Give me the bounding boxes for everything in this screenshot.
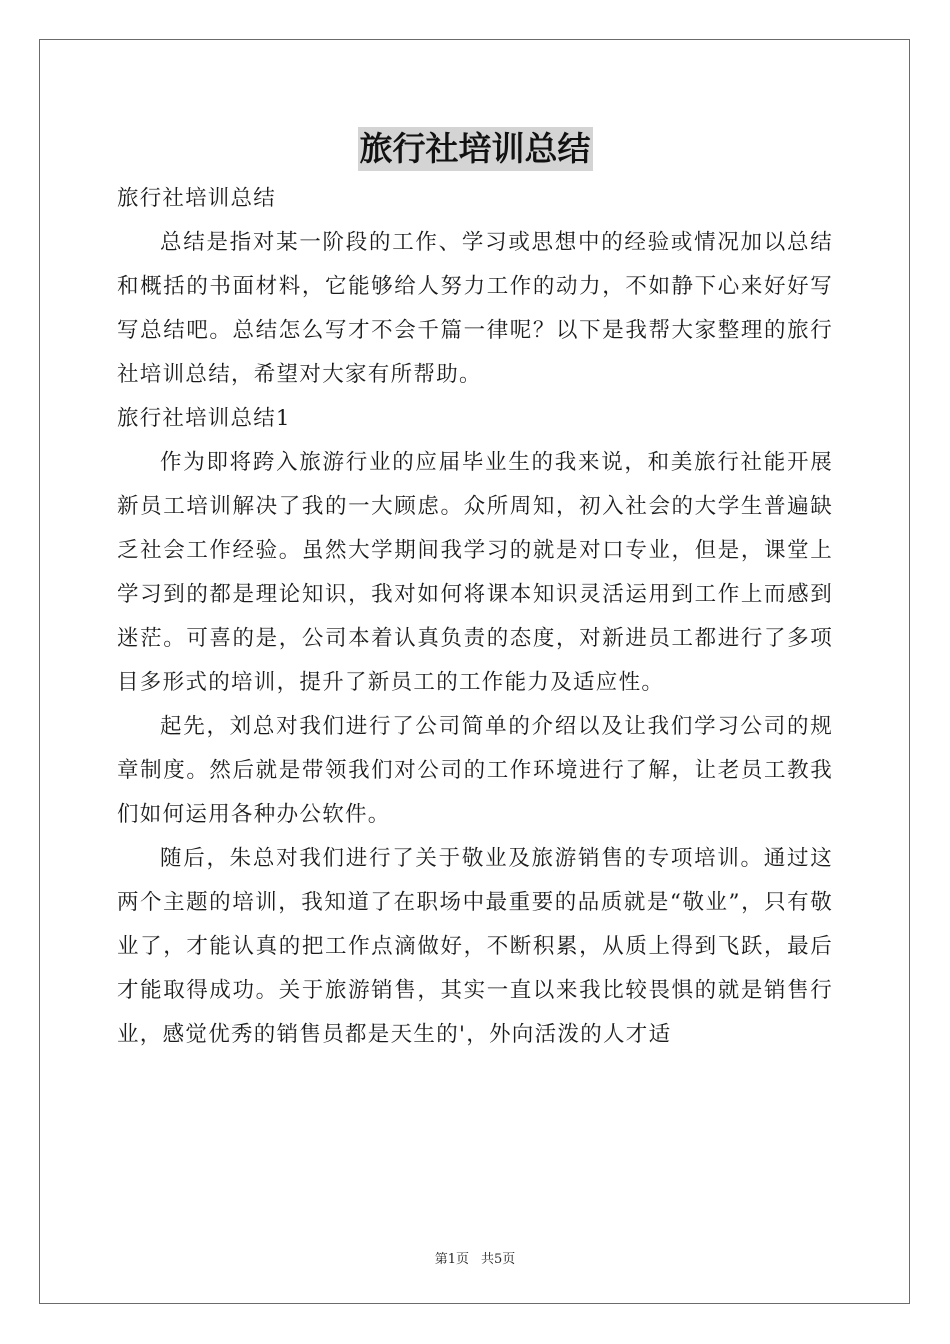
body-paragraph: 随后，朱总对我们进行了关于敬业及旅游销售的专项培训。通过这两个主题的培训，我知道了在职场中最重要的品质就是“敬业”，只有敬业了，才能认真的把工作点滴做好，不断积累，从质上得到飞跃，最后才能取得成功。关于旅游销售，其实一直以来我比较畏惧的就是销售行业，感觉优秀的销售员都是天生的'，外向活泼的人才适 [117, 846, 833, 1047]
document-body [117, 177, 833, 1057]
section-heading: 旅行社培训总结1 [117, 406, 291, 431]
body-paragraph: 起先，刘总对我们进行了公司简单的介绍以及让我们学习公司的规章制度。然后就是带领我们对公司的工作环境进行了解，让老员工教我们如何运用各种办公软件。 [117, 714, 833, 827]
intro-paragraph: 总结是指对某一阶段的工作、学习或思想中的经验或情况加以总结和概括的书面材料，它能够给人努力工作的动力，不如静下心来好好写写总结吧。总结怎么写才不会千篇一律呢？以下是我帮大家整理的旅行社培训总结，希望对大家有所帮助。 [117, 230, 833, 387]
document-title: 旅行社培训总结 [358, 127, 593, 171]
document-subtitle: 旅行社培训总结 [117, 186, 276, 211]
page-footer [0, 1248, 950, 1267]
page-total: 共5页 [481, 1252, 516, 1267]
body-paragraph: 作为即将跨入旅游行业的应届毕业生的我来说，和美旅行社能开展新员工培训解决了我的一大顾虑。众所周知，初入社会的大学生普遍缺乏社会工作经验。虽然大学期间我学习的就是对口专业，但是，课堂上学习到的都是理论知识，我对如何将课本知识灵活运用到工作上而感到迷茫。可喜的是，公司本着认真负责的态度，对新进员工都进行了多项目多形式的培训，提升了新员工的工作能力及适应性。 [117, 450, 833, 695]
title-container [0, 127, 950, 171]
page-number: 第1页 [434, 1252, 469, 1267]
